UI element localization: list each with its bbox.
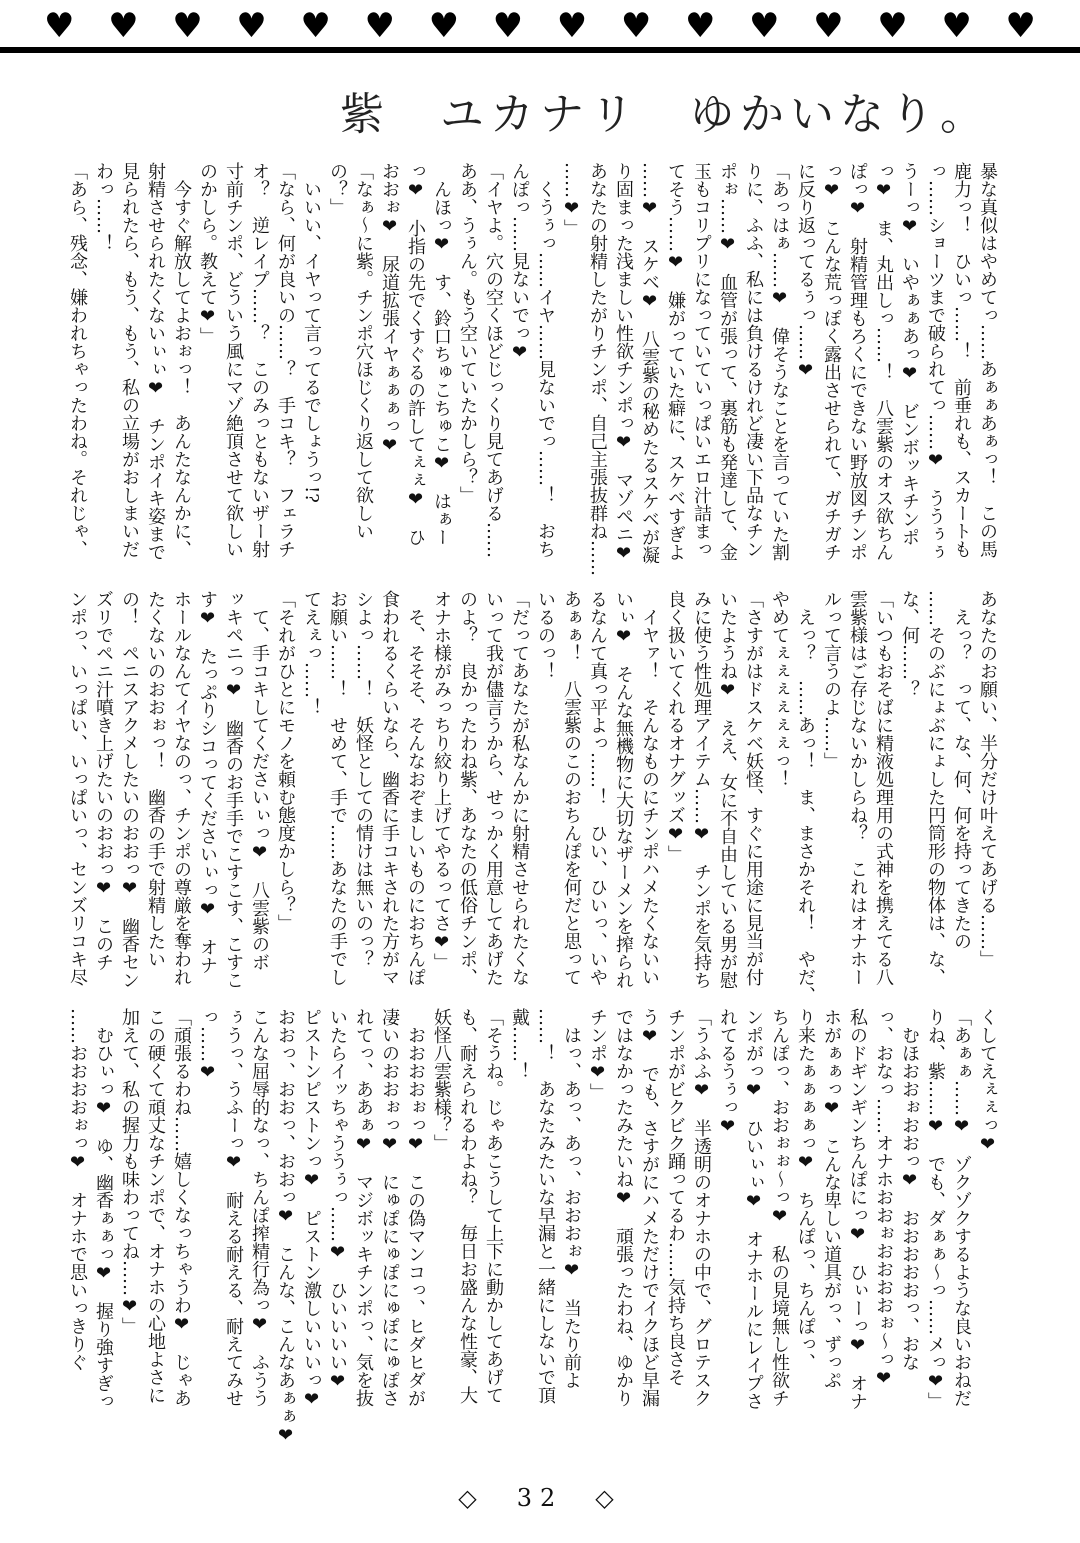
text-column: も、耐えられるわよね？ 毎日お盛んな性豪、大 — [457, 1008, 478, 1404]
text-column: ホールなんてイヤなのっ、チンポの尊厳を奪われ — [171, 590, 192, 986]
text-column: っ、おなっ……オナホおおぉおおおおぉ～っ❤ — [873, 1008, 894, 1389]
text-column: り固まった浅ましい性欲チンポっ❤ マゾペニ❤ — [613, 162, 634, 564]
text-column: 今すぐ解放してよおぉっ！ あんたなんかに、 — [171, 162, 192, 558]
heart-icon: ♥ — [620, 6, 652, 46]
text-column: ぽっ❤ 射精管理もろくにできない野放図チンポ — [847, 162, 868, 561]
text-column: に反り返ってるぅっ……❤ — [795, 162, 816, 381]
text-column: 「さすがはドスケベ妖怪、すぐに用途に見当が付 — [743, 590, 764, 986]
text-column: 寸前チンポ、どういう風にマゾ絶頂させて欲しい — [223, 162, 244, 558]
text-column: くうぅっ……イヤ……見ないでっ……！ おち — [535, 162, 556, 558]
heart-icon: ♥ — [492, 6, 524, 46]
text-column: 妖怪八雲紫様？」 — [431, 1008, 452, 1152]
text-column: ンポっ、いっぱい、いっぱいっ、センズリコキ尽 — [67, 590, 88, 986]
heart-icon: ♥ — [941, 6, 972, 46]
text-column: ピストンピストンっ❤ ピストン激しいいいっ❤ — [301, 1008, 322, 1410]
text-column: この硬くて頑丈なチンポで、オナホの心地よさに — [145, 1008, 166, 1404]
text-column: な、何……？ — [899, 590, 920, 698]
text-column: シよっ……！ 妖怪としての情けは無いのっ？ — [353, 590, 374, 968]
page-number: ◇ 32 ◇ — [458, 1484, 622, 1512]
text-column: 「なぁ～に紫。チンポ穴ほじくり返して欲しい — [353, 162, 374, 540]
text-column: 鹿力っ！ ひいっ……！ 前垂れも、スカートも — [951, 162, 972, 558]
text-column: ポぉ……❤ 血管が張って、裏筋も発達して、金 — [717, 162, 738, 561]
text-column: っ……ショーツまで破られてっ……❤ ううぅぅ — [925, 162, 946, 561]
text-column: オナホ様がみっちり絞り上げてやるってさ❤」 — [431, 590, 452, 971]
text-column: やめてぇぇぇぇぇぇっ！ — [769, 590, 790, 788]
text-column: 射精させられたくないぃぃ❤ チンポイキ姿まで — [145, 162, 166, 561]
heart-icon: ♥ — [364, 6, 395, 46]
heart-icon: ♥ — [172, 6, 203, 46]
text-column: りね、紫……❤ でも、ダぁぁ～っ……メっ❤」 — [925, 1008, 946, 1410]
text-column: 「あっはぁ……❤ 偉そうなことを言っていた割 — [769, 162, 790, 561]
text-column: 私のドギンギンちんぽにっ❤ ひぃーっ❤ オナ — [847, 1008, 868, 1410]
text-column: 「だってあなたが私なんかに射精させられたくな — [509, 590, 530, 986]
text-column: あぁぁ！ 八雲紫のこのおちんぽを何だと思って — [561, 590, 582, 986]
text-column: るなんて真っ平よっ……！ ひい、ひいっ、いや — [587, 590, 608, 986]
text-column: 加えて、私の握力も味わってね……❤」 — [119, 1008, 140, 1335]
text-column: て、手コキしてくださいぃっ❤ 八雲紫のボ — [249, 590, 270, 971]
text-column: ズリでペニ汁噴き上げたいのおおっ❤ このチ — [93, 590, 114, 971]
text-column: ルって言うのよ……」 — [821, 590, 842, 770]
text-column: 雲紫様はご存じないかしらね？ これはオナホー — [847, 590, 868, 986]
text-column: あなたのお願い、半分だけ叶えてあげる……」 — [977, 590, 998, 968]
text-column: りに、ふふ、私には負けるけれど凄い下品なチン — [743, 162, 764, 558]
text-column: 暴な真似はやめてっ……あぁぁあぁっ！ この馬 — [977, 162, 998, 558]
text-column: れてるうぅっ❤ — [717, 1008, 738, 1137]
text-column: 良く扱いてくれるオナグッズ❤」 — [665, 590, 686, 863]
text-column: いたらイッちゃううぅっ……❤ ひいいいい❤ — [327, 1008, 348, 1392]
text-column: てえぇっ……！ — [301, 590, 322, 716]
text-column: 「そうね。じゃあこうして上下に動かしてあげて — [483, 1008, 504, 1404]
text-column: り来たぁぁぁぁっ❤ ちんぽっ、ちんぽっ、 — [795, 1008, 816, 1371]
text-column: う❤ でも、さすがにハメただけでイクほど早漏 — [639, 1008, 660, 1407]
text-tier-2 — [64, 590, 1000, 1005]
text-column: 食われるくらいなら、幽香に手コキされた方がマ — [379, 590, 400, 986]
text-column: くしてえぇぇっ❤ — [977, 1008, 998, 1155]
text-column: 「いつもおそばに精液処理用の式神を携えてる八 — [873, 590, 894, 986]
heart-icon: ♥ — [749, 6, 780, 46]
heart-icon: ♥ — [236, 6, 267, 46]
text-column: のかしら。教えて❤」 — [197, 162, 218, 345]
text-column: の？」 — [327, 162, 348, 216]
heart-icon: ♥ — [108, 6, 139, 46]
heart-icon: ♥ — [428, 6, 460, 46]
text-column: す❤ たっぷりシコってくださいぃっ❤ オナ — [197, 590, 218, 974]
page-title: 紫 ユカナリ ゆかいなり。 — [340, 89, 990, 140]
text-column: んぽっ……見ないでっ❤ — [509, 162, 530, 363]
text-column: っ……❤ — [197, 1008, 218, 1083]
text-column: チンポ❤」 — [587, 1008, 608, 1101]
text-column: みに使う性処理アイテム……❤ チンポを気持ち — [691, 590, 712, 989]
text-column: あなたの射精したがりチンポ、自己主張抜群ね…… — [587, 162, 608, 576]
text-column: おおっ、おおっ、おおっ❤ こんな、こんなあぁぁ❤ — [275, 1008, 296, 1446]
text-column: っ❤ ま、丸出しっ……！ 八雲紫のオス欲ちん — [873, 162, 894, 561]
heart-border — [0, 8, 1080, 44]
text-column: っ❤ 小指の先でくすぐるの許してぇぇ❤ ひ — [405, 162, 426, 546]
header-rule — [0, 47, 1080, 53]
text-column: ぅうっ、うふーっ❤ 耐える耐える、耐えてみせ — [223, 1008, 244, 1407]
text-column: お願い……！ せめて、手で……あなたの手でし — [327, 590, 348, 986]
text-column: 「うふふ❤ 半透明のオナホの中で、グロテスク — [691, 1008, 712, 1407]
text-column: 「頑張るわね……嬉しくなっちゃうわ❤ じゃあ — [171, 1008, 192, 1407]
heart-icon: ♥ — [44, 6, 75, 46]
text-column: オ？ 逆レイプ……？ このみっともないザー射 — [249, 162, 270, 558]
text-column: ……❤ スケベ❤ 八雲紫の秘めたるスケベが凝 — [639, 162, 660, 564]
text-column: 見られたら、もう、もう、私の立場がおしまいだ — [119, 162, 140, 558]
heart-icon: ♥ — [300, 6, 331, 46]
text-column: ……❤」 — [561, 162, 582, 237]
text-column: 「それがひとにモノを頼む態度かしら？」 — [275, 590, 296, 932]
text-column: いいい、イヤって言ってるでしょうっ!? — [301, 162, 322, 503]
heart-icon: ♥ — [877, 6, 908, 46]
text-column: おおおおぉっ❤ この偽マンコっ、ヒダヒダが — [405, 1008, 426, 1407]
text-column: れてっ、ああぁ❤ マジボッキチンポっ、気を抜 — [353, 1008, 374, 1407]
text-column: いぃ❤ そんな無機物に大切なザーメンを搾られ — [613, 590, 634, 989]
text-column: いって我が儘言うから、せっかく用意してあげた — [483, 590, 504, 986]
text-column: わっ……！ — [93, 162, 114, 252]
text-column: 「あら、残念、嫌われちゃったわね。それじゃ、 — [67, 162, 88, 558]
text-column: の！ ペニスアクメしたいのおおっ❤ 幽香セン — [119, 590, 140, 989]
text-column: 「なら、何が良いの……？ 手コキ？ フェラチ — [275, 162, 296, 558]
heart-icon: ♥ — [813, 6, 844, 46]
heart-icon: ♥ — [1005, 6, 1036, 46]
text-column: そ、そそそ、そんなおぞましいものにおちんぽ — [405, 590, 426, 986]
text-column: てそう……❤ 嫌がっていた癖に、スケベすぎよ — [665, 162, 686, 561]
text-column: 凄いのおおぉっ❤ にゅぽにゅぽにゅぽにゅぽさ — [379, 1008, 400, 1407]
text-column: おおぉ❤ 尿道拡張イヤぁぁぁっ❤ — [379, 162, 400, 456]
heart-icon: ♥ — [684, 6, 716, 46]
text-column: こんな屈辱的なっ、ちんぽ搾精行為っ❤ ふうう — [249, 1008, 270, 1407]
text-column: ……そのぶにょぶにょした円筒形の物体は、な、 — [925, 590, 946, 986]
text-column: いたようね❤ ええ、女に不自由している男が慰 — [717, 590, 738, 989]
text-column: 「イヤよ。穴の空くほどじっくり見てあげる…… — [483, 162, 504, 558]
text-column: ちんぽっ、おおぉぉ～っ❤ 私の見境無し性欲チ — [769, 1008, 790, 1407]
text-column: ンポがっ❤ ひいぃぃ❤ オナホールにレイプさ — [743, 1008, 764, 1410]
text-tier-1 — [64, 162, 1000, 582]
text-column: ではなかったみたいね❤ 頑張ったわね、ゆかり — [613, 1008, 634, 1407]
text-column: ホがぁぁっ❤ こんな卑しい道具がっ、ずっぷ — [821, 1008, 842, 1389]
text-column: 戴……！ — [509, 1008, 530, 1080]
text-column: 玉もコリプリになっていていっぱいエロ汁詰まっ — [691, 162, 712, 558]
text-column: んほっ❤ す、鈴口ちゅこちゅこ❤ はぁー — [431, 162, 452, 546]
text-column: うーっ❤ いやぁぁあっ❤ ビンボッキチンポ — [899, 162, 920, 546]
text-column: 「あぁぁ……❤ ゾクゾクするような良いおねだ — [951, 1008, 972, 1407]
text-column: えっ？ ……あっ！ ま、まさかそれ！ やだ、 — [795, 590, 816, 1004]
text-column: のよ？ 良かったわね紫、あなたの低俗チンポ、 — [457, 590, 478, 986]
text-column: っ❤ こんな荒っぽく露出させられて、ガチガチ — [821, 162, 842, 561]
text-column: えっ？ って、な、何、何を持ってきたの — [951, 590, 972, 950]
text-column: ……！ あなたみたいな早漏と一緒にしないで頂 — [535, 1008, 556, 1404]
text-column: たくないのおおぉっ！ 幽香の手で射精したい — [145, 590, 166, 968]
text-column: イヤァ！ そんなものにチンポハメたくないい — [639, 590, 660, 986]
text-column: はっ、あっ、あっ、おおおぉ❤ 当たり前よ — [561, 1008, 582, 1389]
text-column: ……おおおおぉっ❤ オナホで思いっきりぐ — [67, 1008, 88, 1371]
text-tier-3 — [64, 1008, 1000, 1453]
text-column: むひぃっ❤ ゆ、幽香ぁぁっ❤ 握り強すぎっ — [93, 1008, 114, 1410]
text-column: ああ、うぅん。もう空いていたかしら？」 — [457, 162, 478, 504]
text-column: チンポがビクビク踊ってるわ……気持ち良さそ — [665, 1008, 686, 1386]
text-column: むほおおぉおおっ❤ おおおおおっ、おな — [899, 1008, 920, 1371]
text-column: ッキペニっ❤ 幽香のお手手でこすこす、こすこ — [223, 590, 244, 989]
heart-icon: ♥ — [556, 6, 588, 46]
text-column: いるのっ！ — [535, 590, 556, 680]
